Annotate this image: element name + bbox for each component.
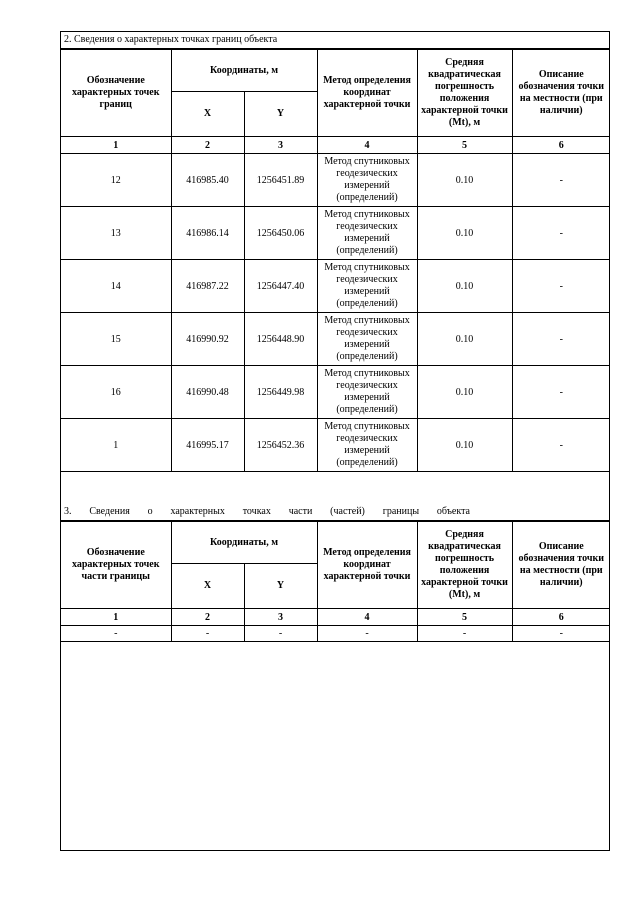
column-numbers-row [61, 609, 610, 626]
document-frame [60, 31, 610, 851]
section2-title: 2. Сведения о характерных точках границ объекта [61, 32, 609, 49]
point-cell: 16 [61, 366, 171, 419]
header-description: Описание обозначения точки на местности (при наличии) [512, 50, 610, 137]
method-cell: Метод спутниковых геодезических измерений (определений) [317, 366, 417, 419]
y-cell: 1256450.06 [244, 207, 317, 260]
y-cell: 1256451.89 [244, 154, 317, 207]
table-row [61, 207, 610, 260]
point-cell: 14 [61, 260, 171, 313]
header-method: Метод определения координат характерной точки [317, 522, 417, 609]
header-designation: Обозначение характерных точек части границы [61, 522, 171, 609]
header-x: X [171, 92, 244, 137]
table-row [61, 313, 610, 366]
method-cell: Метод спутниковых геодезических измерений (определений) [317, 419, 417, 472]
column-number: 1 [61, 137, 171, 154]
x-cell: 416987.22 [171, 260, 244, 313]
header-coordinates: Координаты, м [171, 50, 317, 92]
header-error: Средняя квадратическая погрешность положения характерной точки (Mt), м [417, 522, 512, 609]
error-cell: - [417, 626, 512, 642]
header-description: Описание обозначения точки на местности (при наличии) [512, 522, 610, 609]
error-cell: 0.10 [417, 260, 512, 313]
method-cell: Метод спутниковых геодезических измерений (определений) [317, 313, 417, 366]
method-cell: Метод спутниковых геодезических измерений (определений) [317, 154, 417, 207]
column-numbers-row [61, 137, 610, 154]
x-cell: 416985.40 [171, 154, 244, 207]
x-cell: 416986.14 [171, 207, 244, 260]
header-coordinates: Координаты, м [171, 522, 317, 564]
x-cell: - [171, 626, 244, 642]
method-cell: Метод спутниковых геодезических измерений (определений) [317, 207, 417, 260]
column-number: 3 [244, 609, 317, 626]
table-row [61, 154, 610, 207]
method-cell: Метод спутниковых геодезических измерений (определений) [317, 260, 417, 313]
section3-title: 3. Сведения о характерных точках части (частей) границы объекта [61, 504, 609, 521]
point-cell: 12 [61, 154, 171, 207]
error-cell: 0.10 [417, 366, 512, 419]
column-number: 2 [171, 137, 244, 154]
column-number: 2 [171, 609, 244, 626]
part-boundary-points-table [61, 521, 610, 642]
point-cell: 13 [61, 207, 171, 260]
point-cell: 15 [61, 313, 171, 366]
column-number: 5 [417, 137, 512, 154]
y-cell: - [244, 626, 317, 642]
y-cell: 1256452.36 [244, 419, 317, 472]
column-number: 6 [512, 609, 610, 626]
x-cell: 416990.92 [171, 313, 244, 366]
y-cell: 1256448.90 [244, 313, 317, 366]
header-x: X [171, 564, 244, 609]
column-number: 3 [244, 137, 317, 154]
point-cell: 1 [61, 419, 171, 472]
table-row [61, 419, 610, 472]
error-cell: 0.10 [417, 419, 512, 472]
header-y: Y [244, 564, 317, 609]
description-cell: - [512, 626, 610, 642]
y-cell: 1256449.98 [244, 366, 317, 419]
description-cell: - [512, 260, 610, 313]
header-designation: Обозначение характерных точек границ [61, 50, 171, 137]
description-cell: - [512, 313, 610, 366]
y-cell: 1256447.40 [244, 260, 317, 313]
error-cell: 0.10 [417, 313, 512, 366]
column-number: 1 [61, 609, 171, 626]
table-row [61, 366, 610, 419]
description-cell: - [512, 366, 610, 419]
column-number: 4 [317, 609, 417, 626]
column-number: 6 [512, 137, 610, 154]
x-cell: 416990.48 [171, 366, 244, 419]
table-row [61, 260, 610, 313]
header-error: Средняя квадратическая погрешность положения характерной точки (Mt), м [417, 50, 512, 137]
error-cell: 0.10 [417, 207, 512, 260]
description-cell: - [512, 207, 610, 260]
description-cell: - [512, 419, 610, 472]
point-cell: - [61, 626, 171, 642]
description-cell: - [512, 154, 610, 207]
x-cell: 416995.17 [171, 419, 244, 472]
error-cell: 0.10 [417, 154, 512, 207]
method-cell: - [317, 626, 417, 642]
boundary-points-table [61, 49, 610, 472]
column-number: 5 [417, 609, 512, 626]
header-method: Метод определения координат характерной точки [317, 50, 417, 137]
header-y: Y [244, 92, 317, 137]
table-row [61, 626, 610, 642]
column-number: 4 [317, 137, 417, 154]
